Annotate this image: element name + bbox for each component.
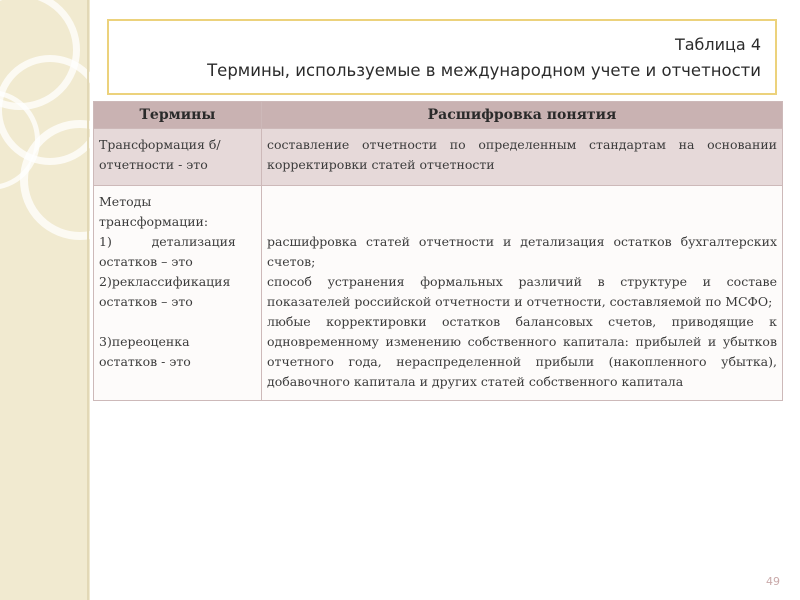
page-number: 49 [766, 575, 780, 588]
table-number: Таблица 4 [674, 35, 761, 54]
term-line: остатков – это [99, 254, 193, 269]
term-cell [94, 186, 262, 401]
title-box [107, 19, 777, 95]
table-row [94, 129, 783, 186]
term-line: 2)реклассификация [99, 274, 231, 289]
definition-revaluation: любые корректировки остатков балансовых счетов, приводящие к одновременному изменению собственного капитала: прибылей и убытков отчетного года, нераспределенной прибыли (накопленного убытка), добавочного капитала и других статей собственного капитала [267, 314, 777, 389]
term-line: остатков - это [99, 354, 191, 369]
definition-detail: расшифровка статей отчетности и детализация остатков бухгалтерских счетов; [267, 234, 777, 269]
term-line: 1) детализация [99, 234, 236, 249]
term-text: Трансформация б/отчетности - это [99, 137, 221, 172]
header-definition: Расшифровка понятия [262, 102, 783, 129]
page-title: Термины, используемые в международном учете и отчетности [207, 61, 761, 80]
definition-text: составление отчетности по определенным стандартам на основании корректировки статей отчетности [267, 137, 777, 172]
term-line: Методы [99, 194, 152, 209]
term-line: остатков – это [99, 294, 193, 309]
definition-cell [262, 129, 783, 186]
definition-reclassification: способ устранения формальных различий в структуре и составе показателей российской отчетности и отчетности, составляемой по МСФО; [267, 274, 777, 309]
term-cell [94, 129, 262, 186]
sidebar-divider [87, 0, 89, 600]
table-header-row [94, 102, 783, 129]
header-terms: Термины [94, 102, 262, 129]
term-line: 3)переоценка [99, 334, 190, 349]
definition-cell [262, 186, 783, 401]
terms-table [93, 101, 783, 401]
decorative-sidebar [0, 0, 90, 600]
table-row [94, 186, 783, 401]
term-line: трансформации: [99, 214, 209, 229]
term-spacer [99, 312, 256, 332]
